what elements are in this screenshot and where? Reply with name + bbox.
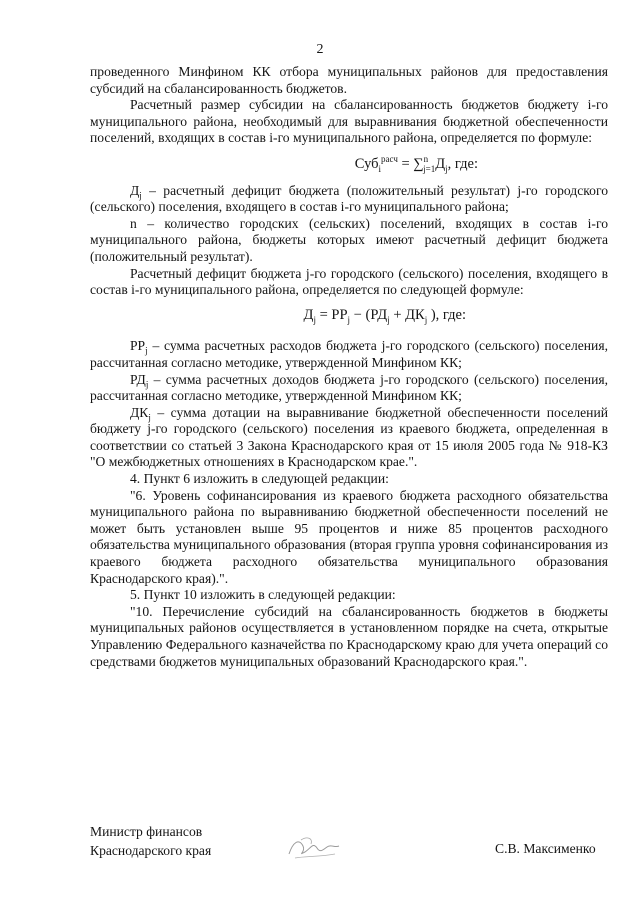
paragraph-6-text: – сумма расчетных расходов бюджета j-го городского (сельского) поселения, рассчитанная согласно методике, утвержденной Минфином КК; xyxy=(90,338,608,370)
paragraph-3-text: – расчетный дефицит бюджета (положительный результат) j-го городского (сельского) поселения, входящего в состав i-го муниципального района; xyxy=(90,182,608,215)
signature-position xyxy=(90,822,211,860)
formula-deficit-eq: = xyxy=(315,306,332,323)
symbol-dk: ДК xyxy=(130,404,149,420)
formula-deficit-lhs-sub: j xyxy=(313,314,316,325)
paragraph-5: Расчетный дефицит бюджета j-го городского (сельского) поселения, входящего в состав i-го муниципального района, определяется по следующей формуле: xyxy=(90,265,608,298)
paragraph-8 xyxy=(90,405,608,471)
formula-subsidy-lhs: Суб xyxy=(354,155,379,172)
symbol-rd: РД xyxy=(130,371,146,387)
handwritten-signature xyxy=(283,830,343,864)
signature-position-line2: Краснодарского края xyxy=(90,843,212,858)
formula-deficit-t2: РД xyxy=(370,306,388,323)
symbol-rd-sub: j xyxy=(145,379,149,390)
document-body xyxy=(90,64,608,670)
paragraph-4: n – количество городских (сельских) поселений, входящих в состав i-го муниципального района, бюджеты которых имеют расчетный дефицит бюджета (положительный результат). xyxy=(90,215,608,264)
paragraph-1: проведенного Минфином КК отбора муниципальных районов для предоставления субсидий на сбалансированность бюджетов. xyxy=(90,64,608,96)
formula-deficit xyxy=(90,307,608,324)
formula-deficit-t3: ДК xyxy=(405,306,425,323)
formula-deficit-lhs: Д xyxy=(303,306,314,323)
formula-subsidy-term: Д xyxy=(435,155,446,172)
formula-deficit-minus: − ( xyxy=(350,306,371,323)
page-number: 2 xyxy=(316,42,324,57)
formula-subsidy xyxy=(90,156,608,173)
formula-subsidy-tail: , где: xyxy=(447,155,478,172)
symbol-dk-sub: j xyxy=(148,412,151,423)
paragraph-3 xyxy=(90,183,608,216)
formula-subsidy-sum-lower: j=1 xyxy=(423,163,436,174)
formula-subsidy-eq: = xyxy=(397,155,414,172)
symbol-d-sub: j xyxy=(139,190,142,201)
paragraph-8-text: – сумма дотации на выравнивание бюджетной обеспеченности поселений бюджету j-го городского (сельского) поселения из краевого бюджета, определенная в соответствии со статьей 3 Закона Краснодарского края от 15 июля 2005 года № 918-КЗ "О межбюджетных отношениях в Краснодарском крае.". xyxy=(90,404,608,470)
paragraph-12: "10. Перечисление субсидий на сбалансированность бюджетов в бюджеты муниципальных районов осуществляется в установленном порядке на счета, открытые Управлению Федерального казначейства по Краснодарскому краю для учета операций со средствами бюджетов муниципальных образований Краснодарского края.". xyxy=(90,603,608,669)
formula-subsidy-lhs-sup: расч xyxy=(381,154,398,165)
signature-position-line1: Министр финансов xyxy=(90,824,203,839)
paragraph-11: 5. Пункт 10 изложить в следующей редакции: xyxy=(130,587,396,603)
formula-deficit-t1-sub: j xyxy=(347,314,351,325)
paragraph-2: Расчетный размер субсидии на сбалансированность бюджетов бюджету i-го муниципального района, необходимый для выравнивания бюджетной обеспеченности поселений, входящих в состав i-го муниципального района, определяется по формуле: xyxy=(90,97,608,146)
signature-name: С.В. Максименко xyxy=(495,841,596,856)
symbol-rr: РР xyxy=(130,338,146,354)
formula-subsidy-lhs-sub: i xyxy=(378,163,382,174)
paragraph-7-text: – сумма расчетных доходов бюджета j-го городского (сельского) поселения, рассчитанная согласно методике, утвержденной Минфином КК; xyxy=(90,371,608,404)
paragraph-10: "6. Уровень софинансирования из краевого бюджета расходного обязательства муниципального района по выравниванию бюджетной обеспеченности поселений не может быть установлен выше 95 процентов и ниже 85 процентов расходного обязательства муниципального образования (вторая группа уровня софинансирования из краевого бюджета расходного обязательства муниципального образования Краснодарского края).". xyxy=(90,487,608,586)
formula-deficit-t3-sub: j xyxy=(424,314,428,325)
paragraph-7 xyxy=(90,372,608,405)
formula-deficit-t1: РР xyxy=(331,306,348,323)
paragraph-9: 4. Пункт 6 изложить в следующей редакции: xyxy=(130,471,389,487)
formula-deficit-plus: + xyxy=(389,306,406,323)
formula-subsidy-term-sub: j xyxy=(445,163,448,174)
formula-subsidy-sum-upper: n xyxy=(423,154,429,165)
symbol-d: Д xyxy=(130,182,140,198)
formula-subsidy-sum: ∑ xyxy=(413,155,424,172)
formula-deficit-t2-sub: j xyxy=(387,314,390,325)
formula-deficit-tail: ), где: xyxy=(427,306,466,323)
symbol-rr-sub: j xyxy=(145,346,148,357)
paragraph-6 xyxy=(90,338,608,371)
